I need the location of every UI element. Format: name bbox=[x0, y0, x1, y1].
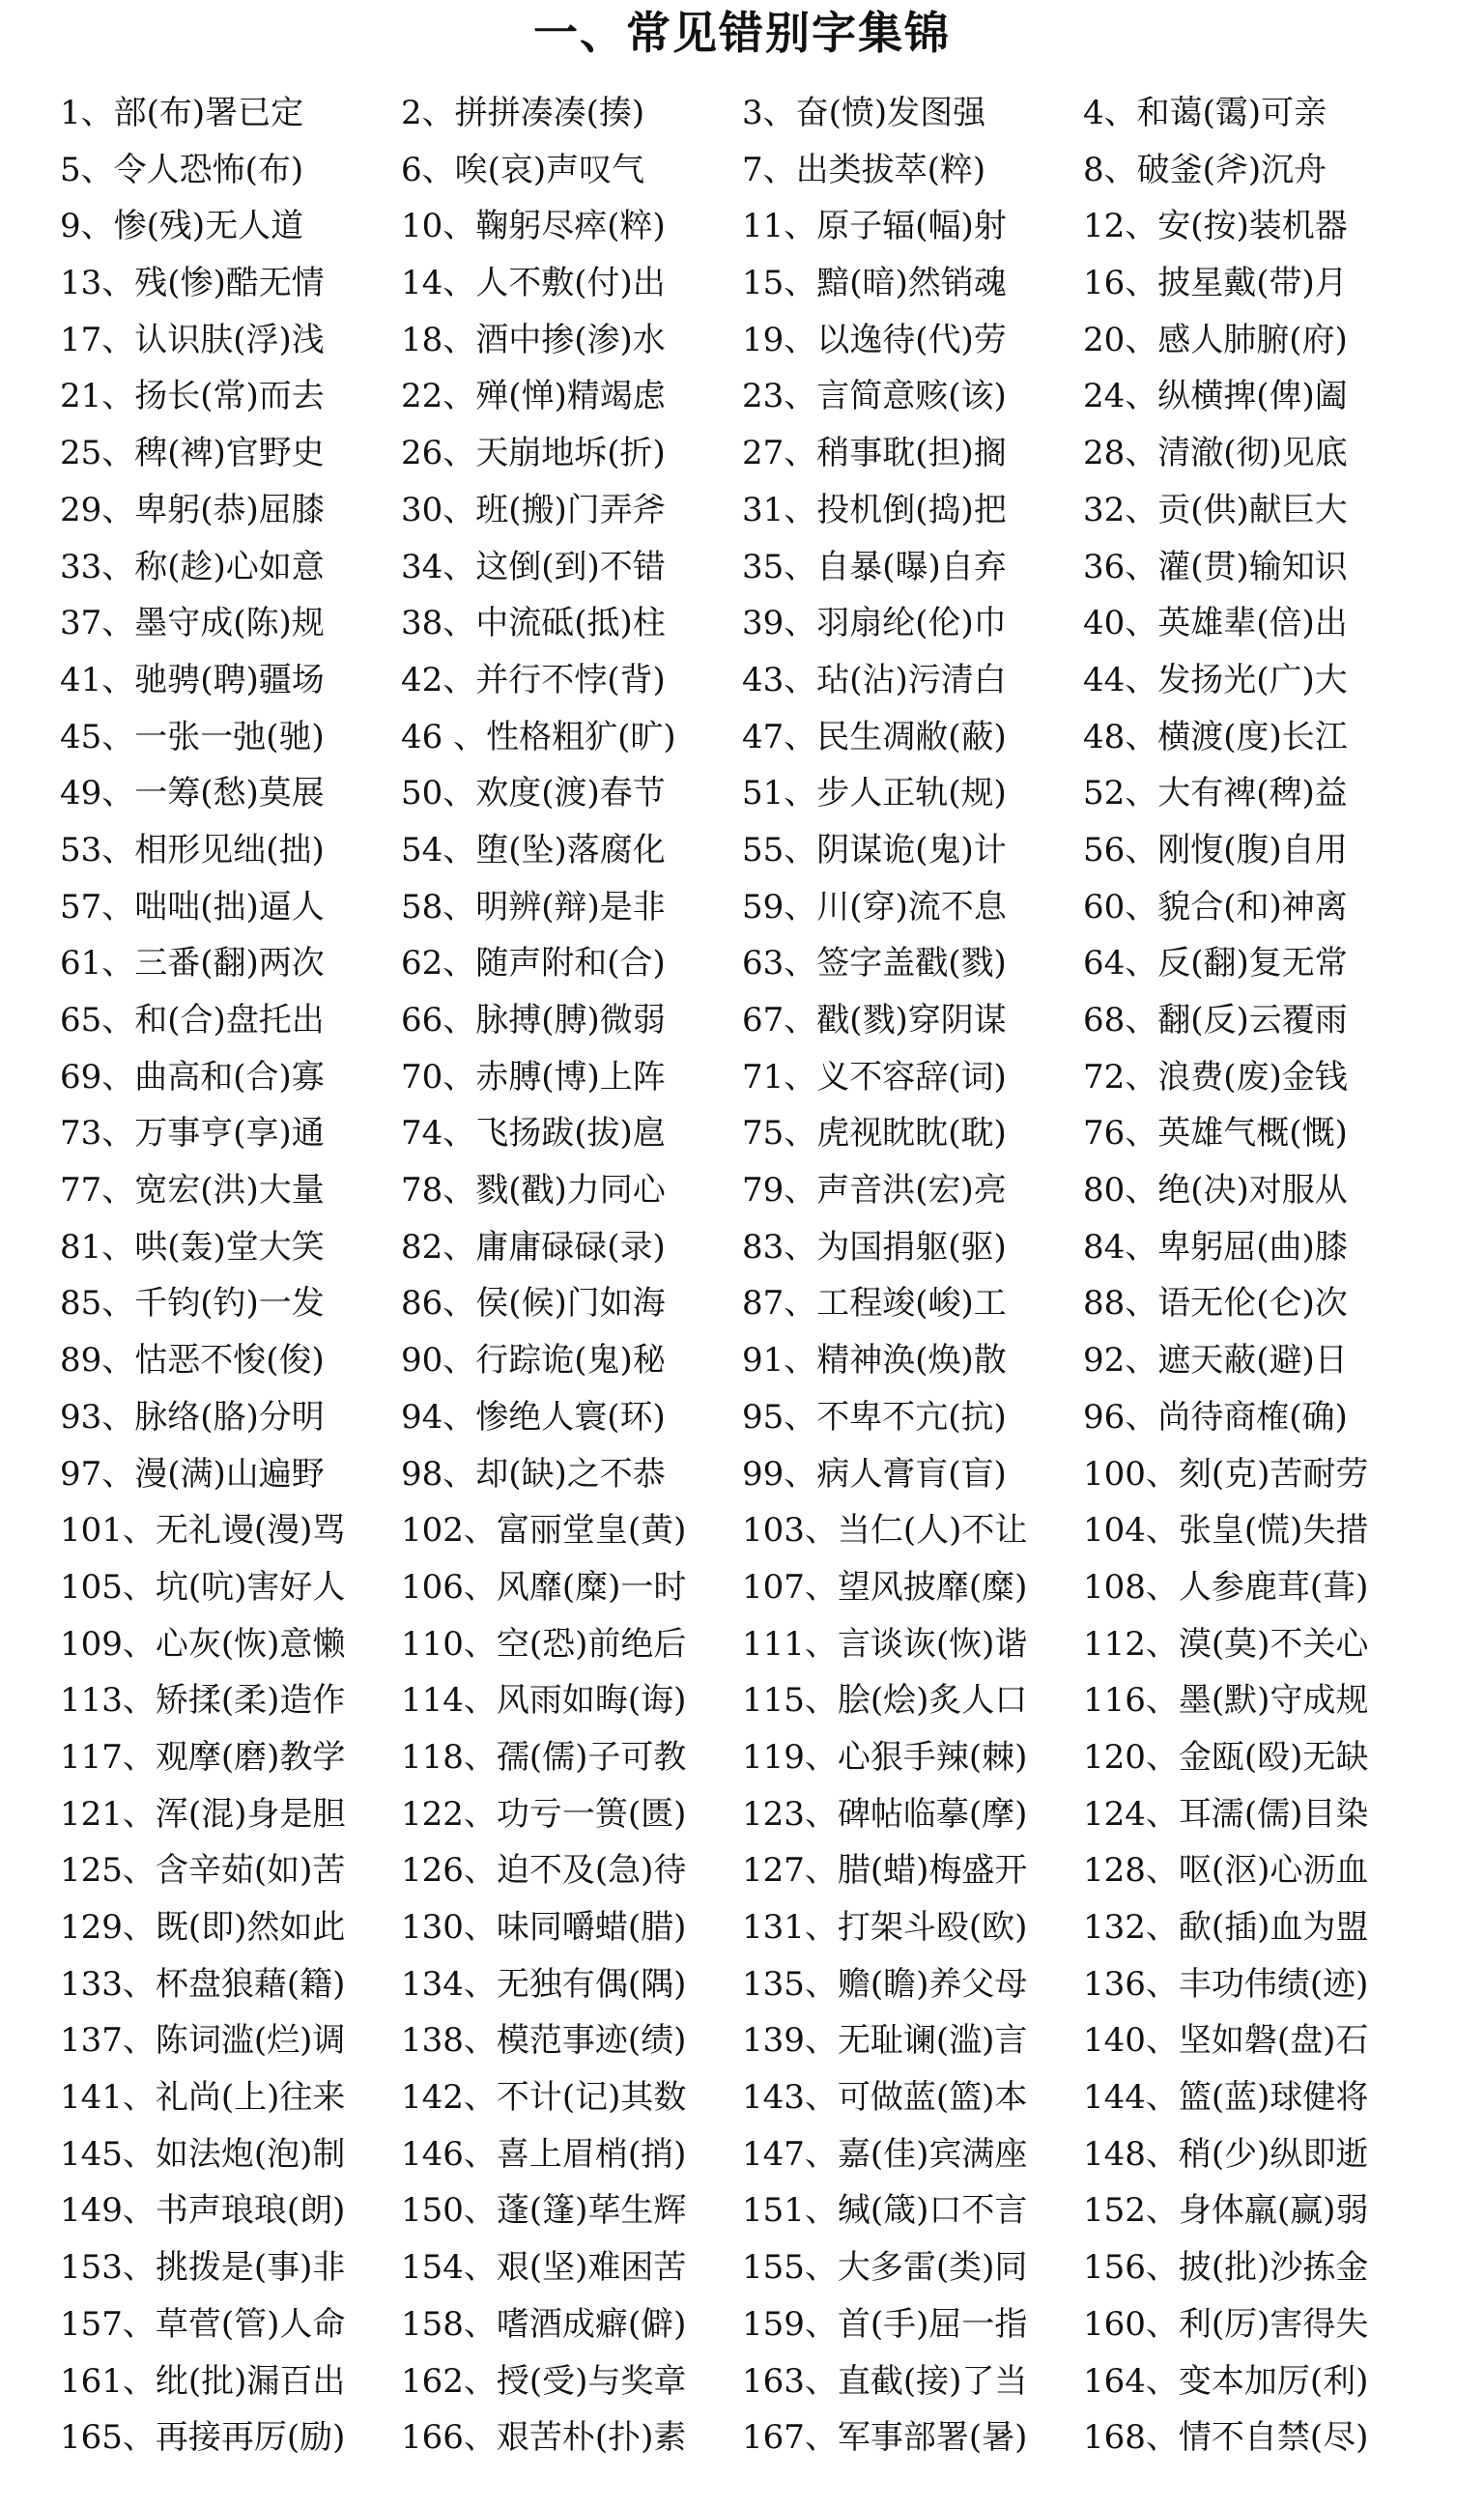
list-item: 143、可做蓝(篮)本 bbox=[742, 2078, 1028, 2118]
list-item: 135、赡(瞻)养父母 bbox=[742, 1964, 1028, 2004]
list-item: 7、出类拔萃(粹) bbox=[742, 150, 986, 189]
list-item: 54、堕(坠)落腐化 bbox=[401, 830, 666, 869]
list-item: 154、艰(坚)难困苦 bbox=[401, 2248, 687, 2288]
list-item: 86、侯(候)门如海 bbox=[401, 1284, 666, 1324]
list-item: 92、遮天蔽(避)日 bbox=[1083, 1341, 1348, 1381]
list-item: 110、空(恐)前绝后 bbox=[401, 1624, 687, 1664]
list-item: 151、缄(箴)口不言 bbox=[742, 2191, 1028, 2231]
list-item: 67、戳(戮)穿阴谋 bbox=[742, 1001, 1007, 1040]
list-item: 140、坚如磐(盘)石 bbox=[1083, 2021, 1369, 2061]
list-item: 102、富丽堂皇(黄) bbox=[401, 1511, 687, 1551]
list-item: 161、纰(批)漏百出 bbox=[60, 2361, 346, 2401]
list-item: 47、民生凋敝(蔽) bbox=[742, 717, 1007, 756]
list-item: 38、中流砥(抵)柱 bbox=[401, 604, 666, 643]
list-item: 134、无独有偶(隅) bbox=[401, 1964, 687, 2004]
list-item: 82、庸庸碌碌(录) bbox=[401, 1227, 666, 1267]
list-item: 147、嘉(佳)宾满座 bbox=[742, 2134, 1028, 2174]
list-item: 34、这倒(到)不错 bbox=[401, 547, 666, 586]
list-item: 137、陈词滥(烂)调 bbox=[60, 2021, 346, 2061]
list-item: 164、变本加厉(利) bbox=[1083, 2361, 1369, 2401]
list-item: 107、望风披靡(糜) bbox=[742, 1567, 1028, 1607]
list-item: 119、心狠手辣(棘) bbox=[742, 1737, 1028, 1777]
list-item: 35、自暴(曝)自弃 bbox=[742, 547, 1007, 586]
list-item: 124、耳濡(儒)目染 bbox=[1083, 1794, 1369, 1834]
list-item: 28、清澈(彻)见底 bbox=[1083, 434, 1348, 473]
list-item: 121、浑(混)身是胆 bbox=[60, 1794, 346, 1834]
list-item: 32、贡(供)献巨大 bbox=[1083, 490, 1348, 529]
list-item: 155、大多雷(类)同 bbox=[742, 2248, 1028, 2288]
list-item: 94、惨绝人寰(环) bbox=[401, 1397, 666, 1437]
list-item: 157、草菅(管)人命 bbox=[60, 2304, 346, 2344]
list-item: 25、稗(裨)官野史 bbox=[60, 434, 325, 473]
list-item: 21、扬长(常)而去 bbox=[60, 377, 325, 416]
list-item: 146、喜上眉梢(捎) bbox=[401, 2134, 687, 2174]
list-item: 104、张皇(慌)失措 bbox=[1083, 1511, 1369, 1551]
list-item: 74、飞扬跋(拔)扈 bbox=[401, 1114, 666, 1154]
list-item: 128、呕(沤)心沥血 bbox=[1083, 1851, 1369, 1891]
list-item: 18、酒中掺(渗)水 bbox=[401, 320, 666, 359]
list-item: 166、艰苦朴(扑)素 bbox=[401, 2418, 687, 2458]
list-item: 98、却(缺)之不恭 bbox=[401, 1454, 666, 1494]
list-item: 90、行踪诡(鬼)秘 bbox=[401, 1341, 666, 1381]
list-item: 99、病人膏肓(盲) bbox=[742, 1454, 1007, 1494]
list-item: 141、礼尚(上)往来 bbox=[60, 2078, 346, 2118]
list-item: 132、歃(插)血为盟 bbox=[1083, 1908, 1369, 1947]
list-item: 17、认识肤(浮)浅 bbox=[60, 320, 325, 359]
list-item: 78、戮(戳)力同心 bbox=[401, 1171, 666, 1211]
list-item: 12、安(按)装机器 bbox=[1083, 207, 1348, 246]
list-item: 6、唉(哀)声叹气 bbox=[401, 150, 645, 189]
list-item: 73、万事亨(享)通 bbox=[60, 1114, 325, 1154]
list-item: 45、一张一弛(驰) bbox=[60, 717, 325, 756]
list-item: 120、金瓯(殴)无缺 bbox=[1083, 1737, 1369, 1777]
list-item: 162、授(受)与奖章 bbox=[401, 2361, 687, 2401]
list-item: 33、称(趁)心如意 bbox=[60, 547, 325, 586]
list-item: 60、貌合(和)神离 bbox=[1083, 887, 1348, 926]
list-item: 138、模范事迹(绩) bbox=[401, 2021, 687, 2061]
list-item: 105、坑(吭)害好人 bbox=[60, 1567, 346, 1607]
list-item: 27、稍事耽(担)搁 bbox=[742, 434, 1007, 473]
list-item: 89、怙恶不悛(俊) bbox=[60, 1341, 325, 1381]
list-item: 122、功亏一篑(匮) bbox=[401, 1794, 687, 1834]
list-item: 150、蓬(篷)荜生辉 bbox=[401, 2191, 687, 2231]
list-item: 19、以逸待(代)劳 bbox=[742, 320, 1007, 359]
list-item: 167、军事部署(暑) bbox=[742, 2418, 1028, 2458]
list-item: 53、相形见绌(拙) bbox=[60, 830, 325, 869]
list-item: 24、纵横捭(俾)阖 bbox=[1083, 377, 1348, 416]
list-item: 95、不卑不亢(抗) bbox=[742, 1397, 1007, 1437]
list-item: 152、身体羸(赢)弱 bbox=[1083, 2191, 1369, 2231]
list-item: 112、漠(莫)不关心 bbox=[1083, 1624, 1369, 1664]
list-item: 14、人不敷(付)出 bbox=[401, 264, 666, 303]
list-item: 87、工程竣(峻)工 bbox=[742, 1284, 1007, 1324]
list-item: 144、篮(蓝)球健将 bbox=[1083, 2078, 1369, 2118]
list-item: 30、班(搬)门弄斧 bbox=[401, 490, 666, 529]
list-item: 75、虎视眈眈(耽) bbox=[742, 1114, 1007, 1154]
list-item: 101、无礼谩(漫)骂 bbox=[60, 1511, 346, 1551]
list-item: 149、书声琅琅(朗) bbox=[60, 2191, 346, 2231]
list-item: 88、语无伦(仑)次 bbox=[1083, 1284, 1348, 1324]
list-item: 62、随声附和(合) bbox=[401, 944, 666, 983]
list-item: 15、黯(暗)然销魂 bbox=[742, 264, 1007, 303]
list-item: 127、腊(蜡)梅盛开 bbox=[742, 1851, 1028, 1891]
list-item: 109、心灰(恢)意懒 bbox=[60, 1624, 346, 1664]
list-item: 3、奋(愤)发图强 bbox=[742, 94, 986, 132]
list-item: 91、精神涣(焕)散 bbox=[742, 1341, 1007, 1381]
list-item: 36、灌(贯)输知识 bbox=[1083, 547, 1348, 586]
list-item: 108、人参鹿茸(葺) bbox=[1083, 1567, 1369, 1607]
list-item: 68、翻(反)云覆雨 bbox=[1083, 1001, 1348, 1040]
list-item: 114、风雨如晦(诲) bbox=[401, 1681, 687, 1721]
list-item: 9、惨(残)无人道 bbox=[60, 207, 304, 246]
list-item: 123、碑帖临摹(摩) bbox=[742, 1794, 1028, 1834]
list-item: 51、步人正轨(规) bbox=[742, 774, 1007, 813]
list-item: 83、为国捐躯(驱) bbox=[742, 1227, 1007, 1267]
list-item: 111、言谈诙(恢)谐 bbox=[742, 1624, 1028, 1664]
list-item: 103、当仁(人)不让 bbox=[742, 1511, 1028, 1551]
list-item: 43、玷(沾)污清白 bbox=[742, 660, 1007, 699]
list-item: 26、天崩地坼(折) bbox=[401, 434, 666, 473]
list-item: 46 、性格粗犷(旷) bbox=[401, 717, 676, 756]
list-item: 48、横渡(度)长江 bbox=[1083, 717, 1348, 756]
list-item: 80、绝(决)对服从 bbox=[1083, 1171, 1348, 1211]
list-item: 8、破釜(斧)沉舟 bbox=[1083, 150, 1327, 189]
list-item: 81、哄(轰)堂大笑 bbox=[60, 1227, 325, 1267]
list-item: 76、英雄气概(慨) bbox=[1083, 1114, 1348, 1154]
list-item: 145、如法炮(泡)制 bbox=[60, 2134, 346, 2174]
list-item: 97、漫(满)山遍野 bbox=[60, 1454, 325, 1494]
list-item: 113、矫揉(柔)造作 bbox=[60, 1681, 346, 1721]
list-item: 129、既(即)然如此 bbox=[60, 1908, 346, 1947]
list-item: 31、投机倒(捣)把 bbox=[742, 490, 1007, 529]
list-item: 2、拼拼凑凑(揍) bbox=[401, 94, 645, 132]
list-item: 139、无耻谰(滥)言 bbox=[742, 2021, 1028, 2061]
list-item: 115、脍(烩)炙人口 bbox=[742, 1681, 1028, 1721]
list-item: 159、首(手)屈一指 bbox=[742, 2304, 1028, 2344]
list-item: 59、川(穿)流不息 bbox=[742, 887, 1007, 926]
list-item: 61、三番(翻)两次 bbox=[60, 944, 325, 983]
list-item: 69、曲高和(合)寡 bbox=[60, 1057, 325, 1097]
list-item: 96、尚待商榷(确) bbox=[1083, 1397, 1348, 1437]
list-item: 71、义不容辞(词) bbox=[742, 1057, 1007, 1097]
list-item: 52、大有裨(稗)益 bbox=[1083, 774, 1348, 813]
list-item: 63、签字盖戳(戮) bbox=[742, 944, 1007, 983]
list-item: 131、打架斗殴(欧) bbox=[742, 1908, 1028, 1947]
list-item: 56、刚愎(腹)自用 bbox=[1083, 830, 1348, 869]
list-item: 29、卑躬(恭)屈膝 bbox=[60, 490, 325, 529]
list-item: 40、英雄辈(倍)出 bbox=[1083, 604, 1348, 643]
list-item: 4、和蔼(霭)可亲 bbox=[1083, 94, 1327, 132]
list-item: 20、感人肺腑(府) bbox=[1083, 320, 1348, 359]
list-item: 13、残(惨)酷无情 bbox=[60, 264, 325, 303]
list-item: 136、丰功伟绩(迹) bbox=[1083, 1964, 1369, 2004]
list-item: 79、声音洪(宏)亮 bbox=[742, 1171, 1007, 1211]
list-item: 133、杯盘狼藉(籍) bbox=[60, 1964, 346, 2004]
list-item: 44、发扬光(广)大 bbox=[1083, 660, 1348, 699]
list-item: 77、宽宏(洪)大量 bbox=[60, 1171, 325, 1211]
list-item: 93、脉络(胳)分明 bbox=[60, 1397, 325, 1437]
list-item: 23、言简意赅(该) bbox=[742, 377, 1007, 416]
list-item: 1、部(布)署已定 bbox=[60, 94, 304, 132]
list-item: 126、迫不及(急)待 bbox=[401, 1851, 687, 1891]
list-item: 49、一筹(愁)莫展 bbox=[60, 774, 325, 813]
list-item: 22、殚(惮)精竭虑 bbox=[401, 377, 666, 416]
list-item: 116、墨(默)守成规 bbox=[1083, 1681, 1369, 1721]
list-item: 156、披(批)沙拣金 bbox=[1083, 2248, 1369, 2288]
list-item: 16、披星戴(带)月 bbox=[1083, 264, 1348, 303]
list-item: 37、墨守成(陈)规 bbox=[60, 604, 325, 643]
list-item: 11、原子辐(幅)射 bbox=[742, 207, 1007, 246]
list-item: 118、孺(儒)子可教 bbox=[401, 1737, 687, 1777]
list-item: 130、味同嚼蜡(腊) bbox=[401, 1908, 687, 1947]
typo-list bbox=[60, 85, 1424, 2466]
list-item: 10、鞠躬尽瘁(粹) bbox=[401, 207, 666, 246]
list-item: 50、欢度(渡)春节 bbox=[401, 774, 666, 813]
list-item: 5、令人恐怖(布) bbox=[60, 150, 304, 189]
list-item: 70、赤膊(博)上阵 bbox=[401, 1057, 666, 1097]
list-item: 41、驰骋(聘)疆场 bbox=[60, 660, 325, 699]
list-item: 125、含辛茹(如)苦 bbox=[60, 1851, 346, 1891]
list-item: 148、稍(少)纵即逝 bbox=[1083, 2134, 1369, 2174]
list-item: 55、阴谋诡(鬼)计 bbox=[742, 830, 1007, 869]
list-item: 72、浪费(废)金钱 bbox=[1083, 1057, 1348, 1097]
list-item: 158、嗜酒成癖(僻) bbox=[401, 2304, 687, 2344]
list-item: 106、风靡(糜)一时 bbox=[401, 1567, 687, 1607]
list-item: 39、羽扇纶(伦)巾 bbox=[742, 604, 1007, 643]
page-title: 一、常见错别字集锦 bbox=[533, 7, 951, 59]
list-item: 168、情不自禁(尽) bbox=[1083, 2418, 1369, 2458]
list-item: 153、挑拨是(事)非 bbox=[60, 2248, 346, 2288]
list-item: 163、直截(接)了当 bbox=[742, 2361, 1028, 2401]
list-item: 65、和(合)盘托出 bbox=[60, 1001, 325, 1040]
list-item: 66、脉搏(膊)微弱 bbox=[401, 1001, 666, 1040]
list-item: 84、卑躬屈(曲)膝 bbox=[1083, 1227, 1348, 1267]
list-item: 64、反(翻)复无常 bbox=[1083, 944, 1348, 983]
list-item: 165、再接再厉(励) bbox=[60, 2418, 346, 2458]
list-item: 57、咄咄(拙)逼人 bbox=[60, 887, 325, 926]
list-item: 160、利(厉)害得失 bbox=[1083, 2304, 1369, 2344]
list-item: 117、观摩(磨)教学 bbox=[60, 1737, 346, 1777]
list-item: 85、千钧(钓)一发 bbox=[60, 1284, 325, 1324]
list-item: 142、不计(记)其数 bbox=[401, 2078, 687, 2118]
list-item: 58、明辨(辩)是非 bbox=[401, 887, 666, 926]
list-item: 100、刻(克)苦耐劳 bbox=[1083, 1454, 1369, 1494]
list-item: 42、并行不悖(背) bbox=[401, 660, 666, 699]
